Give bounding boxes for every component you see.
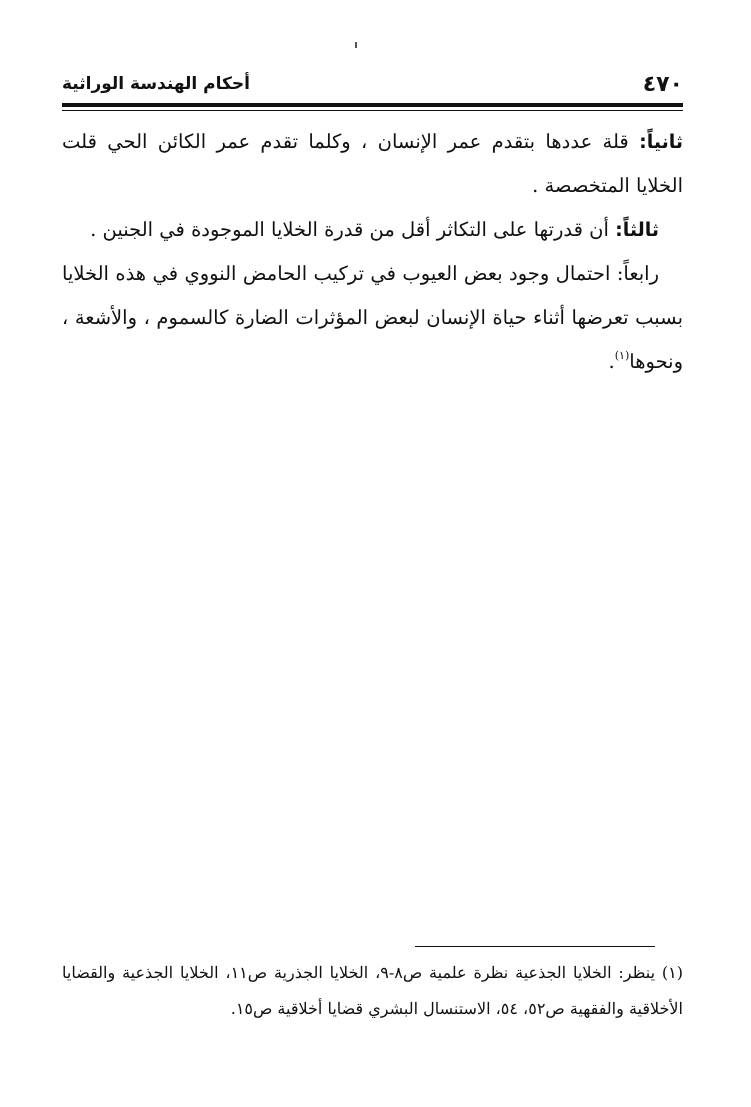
paragraph-text: قلة عددها بتقدم عمر الإنسان ، وكلما تقدم عمر الكائن الحي قلت الخلايا المتخصصة . — [62, 130, 683, 197]
footnote-item: (١) ينظر: الخلايا الجذعية نظرة علمية ص٨-٩، الخلايا الجذرية ص١١، الخلايا الجذعية والقضايا الأخلاقية والفقهية ص٥٢، ٥٤، الاستنسال البشري قضايا أخلاقية ص١٥. — [62, 963, 683, 1018]
scan-speck — [355, 42, 357, 48]
paragraph-fourth — [62, 252, 683, 384]
footnote-reference[interactable]: (١) — [614, 349, 630, 362]
paragraph-text: احتمال وجود بعض العيوب في تركيب الحامض النووي في هذه الخلايا بسبب تعرضها أثناء حياة الإنسان لبعض المؤثرات الضارة كالسموم ، والأشعة ، ونحوها — [62, 262, 683, 373]
body-text — [62, 120, 683, 384]
running-title: أحكام الهندسة الوراثية — [62, 74, 250, 94]
paragraph-second — [62, 120, 683, 208]
footnote-separator — [415, 946, 655, 947]
header-rule-thick — [62, 103, 683, 107]
header-rule-thin — [62, 110, 683, 111]
paragraph-third — [62, 208, 683, 252]
running-header — [62, 66, 683, 102]
footnotes — [62, 955, 683, 1027]
paragraph-lead: ثالثاً: — [615, 219, 659, 241]
page-number: ٤٧٠ — [642, 72, 683, 97]
paragraph-lead: ثانياً: — [639, 131, 683, 153]
paragraph-tail: . — [608, 350, 615, 373]
paragraph-text: أن قدرتها على التكاثر أقل من قدرة الخلايا الموجودة في الجنين . — [90, 218, 616, 241]
paragraph-lead: رابعاً: — [616, 262, 659, 285]
